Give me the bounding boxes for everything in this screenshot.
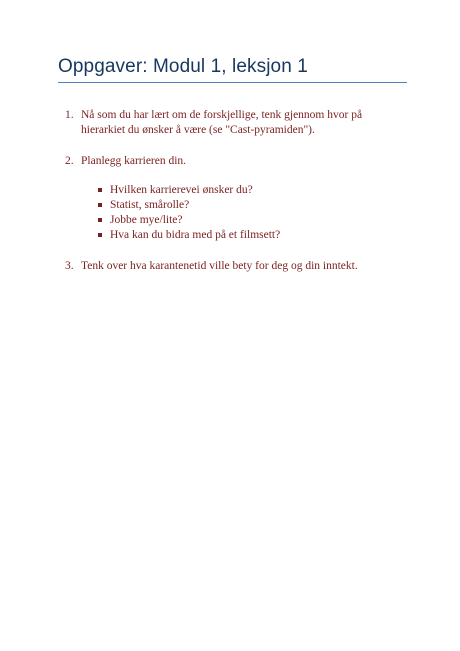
square-bullet-icon xyxy=(98,203,102,207)
square-bullet-icon xyxy=(98,233,102,237)
task-number: 1. xyxy=(65,109,74,121)
sub-item-text: Jobbe mye/lite? xyxy=(110,214,183,226)
task-text: Tenk over hva karantenetid ville bety for deg og din inntekt. xyxy=(81,260,358,272)
sub-item-text: Hva kan du bidra med på et filmsett? xyxy=(110,229,281,241)
sub-list xyxy=(81,183,405,243)
sub-list-item xyxy=(81,213,405,228)
task-item xyxy=(65,108,405,138)
task-item xyxy=(65,259,405,274)
page-title: Oppgaver: Modul 1, leksjon 1 xyxy=(58,56,308,77)
square-bullet-icon xyxy=(98,218,102,222)
task-number: 2. xyxy=(65,155,74,167)
task-number: 3. xyxy=(65,260,74,272)
sub-list-item xyxy=(81,183,405,198)
sub-list-item xyxy=(81,198,405,213)
title-underline xyxy=(58,82,407,83)
task-text: Nå som du har lært om de forskjellige, tenk gjennom hvor på hierarkiet du ønsker å være (se "Cast-pyramiden"). xyxy=(81,109,363,136)
sub-item-text: Hvilken karrierevei ønsker du? xyxy=(110,184,253,196)
sub-item-text: Statist, smårolle? xyxy=(110,199,190,211)
sub-list-item xyxy=(81,228,405,243)
task-text: Planlegg karrieren din. xyxy=(81,155,187,167)
task-list xyxy=(65,108,405,290)
task-item xyxy=(65,154,405,243)
square-bullet-icon xyxy=(98,188,102,192)
